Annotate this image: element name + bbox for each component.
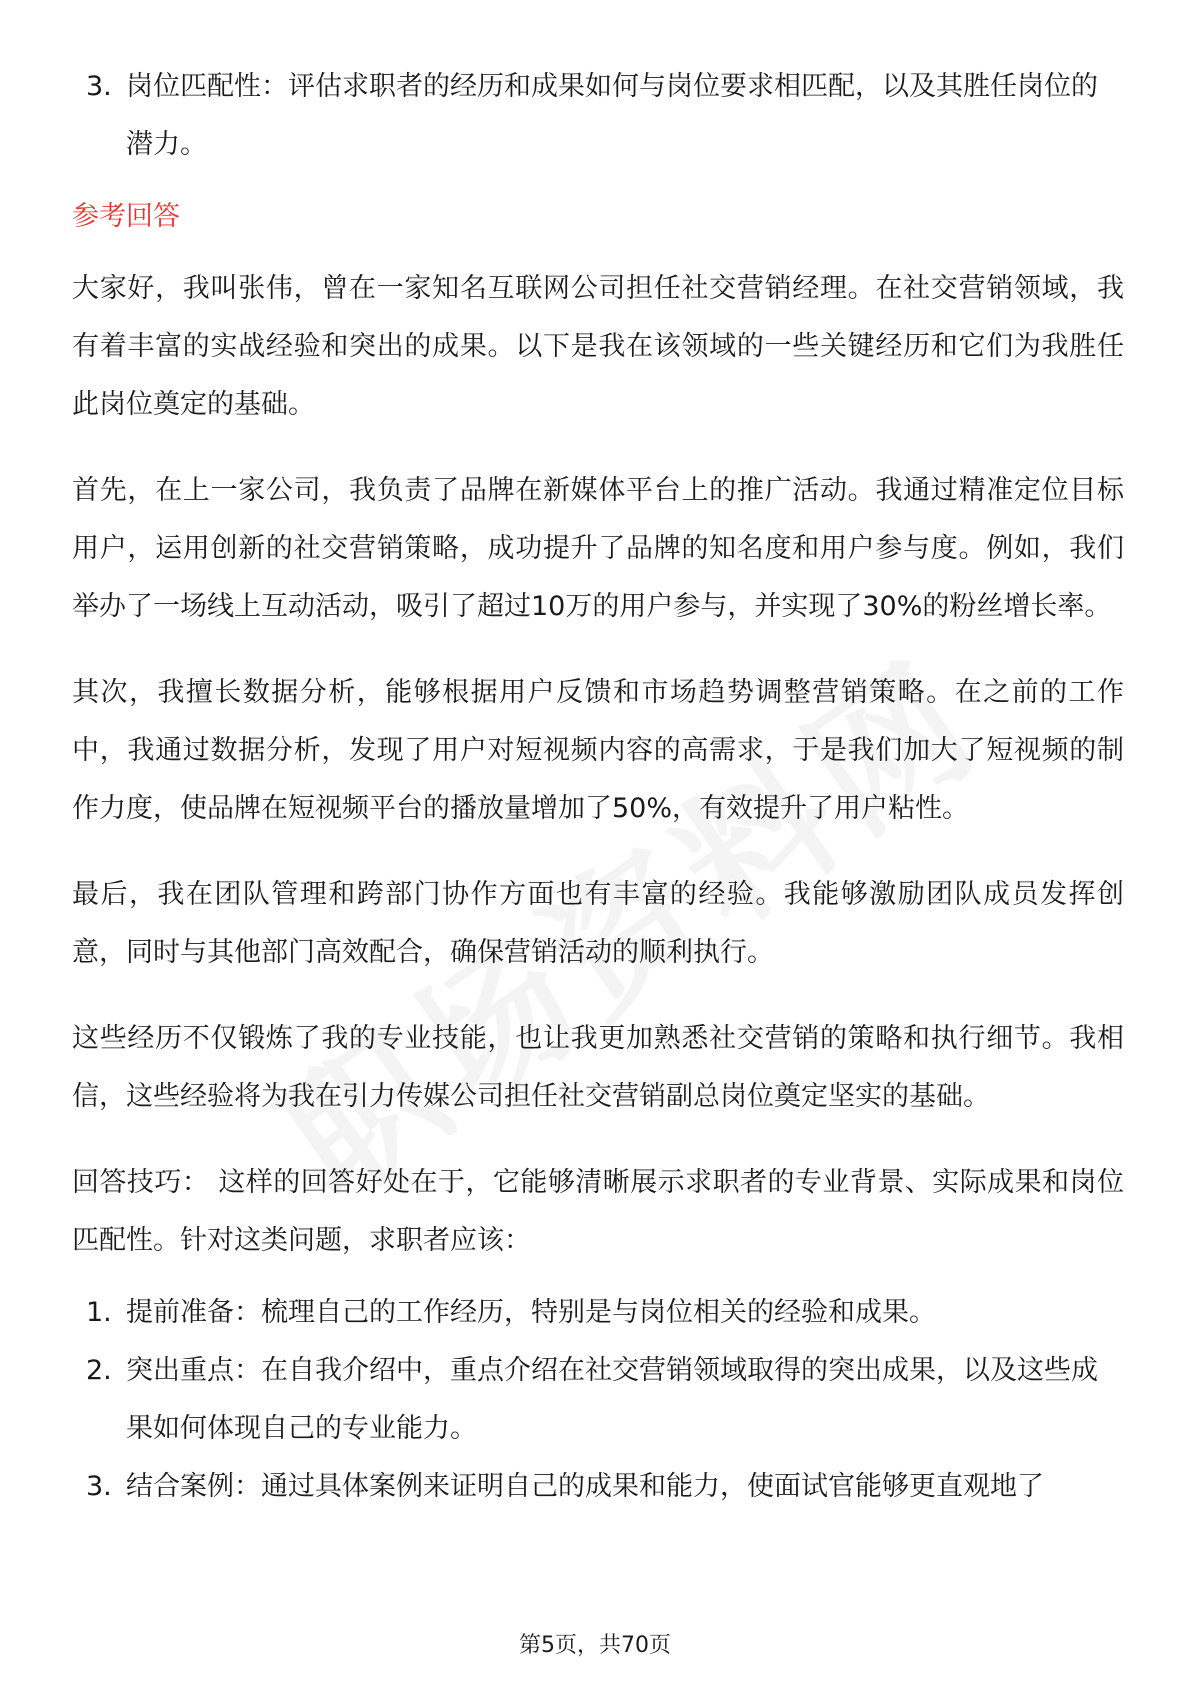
list-item-number: 2. bbox=[86, 1355, 112, 1386]
list-item bbox=[72, 1284, 1124, 1342]
tips-list bbox=[72, 1284, 1124, 1516]
paragraph-first: 首先，在上一家公司，我负责了品牌在新媒体平台上的推广活动。我通过精准定位目标用户，运用创新的社交营销策略，成功提升了品牌的知名度和用户参与度。例如，我们举办了一场线上互动活动，吸引了超过10万的用户参与，并实现了30%的粉丝增长率。 bbox=[72, 475, 1124, 622]
list-item-text: 结合案例：通过具体案例来证明自己的成果和能力，使面试官能够更直观地了 bbox=[126, 1471, 1044, 1502]
list-item-number: 3. bbox=[86, 1471, 112, 1502]
page-content bbox=[72, 58, 1124, 1516]
list-item-number: 1. bbox=[86, 1297, 112, 1328]
paragraph-tips: 回答技巧： 这样的回答好处在于，它能够清晰展示求职者的专业背景、实际成果和岗位匹配性。针对这类问题，求职者应该： bbox=[72, 1167, 1124, 1256]
list-item bbox=[72, 1458, 1124, 1516]
paragraph-intro: 大家好，我叫张伟，曾在一家知名互联网公司担任社交营销经理。在社交营销领域，我有着丰富的实战经验和突出的成果。以下是我在该领域的一些关键经历和它们为我胜任此岗位奠定的基础。 bbox=[72, 273, 1124, 420]
section-heading: 参考回答 bbox=[72, 201, 180, 232]
list-item-text: 岗位匹配性：评估求职者的经历和成果如何与岗位要求相匹配，以及其胜任岗位的潜力。 bbox=[126, 71, 1098, 160]
page-footer: 第5页，共70页 bbox=[519, 1633, 671, 1658]
list-item-text: 突出重点：在自我介绍中，重点介绍在社交营销领域取得的突出成果，以及这些成果如何体现自己的专业能力。 bbox=[126, 1355, 1098, 1444]
list-item-text: 提前准备：梳理自己的工作经历，特别是与岗位相关的经验和成果。 bbox=[126, 1297, 936, 1328]
list-item bbox=[72, 58, 1124, 174]
paragraph-summary: 这些经历不仅锻炼了我的专业技能，也让我更加熟悉社交营销的策略和执行细节。我相信，这些经验将为我在引力传媒公司担任社交营销副总岗位奠定坚实的基础。 bbox=[72, 1023, 1124, 1112]
paragraph-last: 最后，我在团队管理和跨部门协作方面也有丰富的经验。我能够激励团队成员发挥创意，同时与其他部门高效配合，确保营销活动的顺利执行。 bbox=[72, 879, 1124, 968]
paragraph-second: 其次，我擅长数据分析，能够根据用户反馈和市场趋势调整营销策略。在之前的工作中，我通过数据分析，发现了用户对短视频内容的高需求，于是我们加大了短视频的制作力度，使品牌在短视频平台的播放量增加了50%，有效提升了用户粘性。 bbox=[72, 677, 1124, 824]
list-item bbox=[72, 1342, 1124, 1458]
list-item-number: 3. bbox=[86, 71, 112, 102]
